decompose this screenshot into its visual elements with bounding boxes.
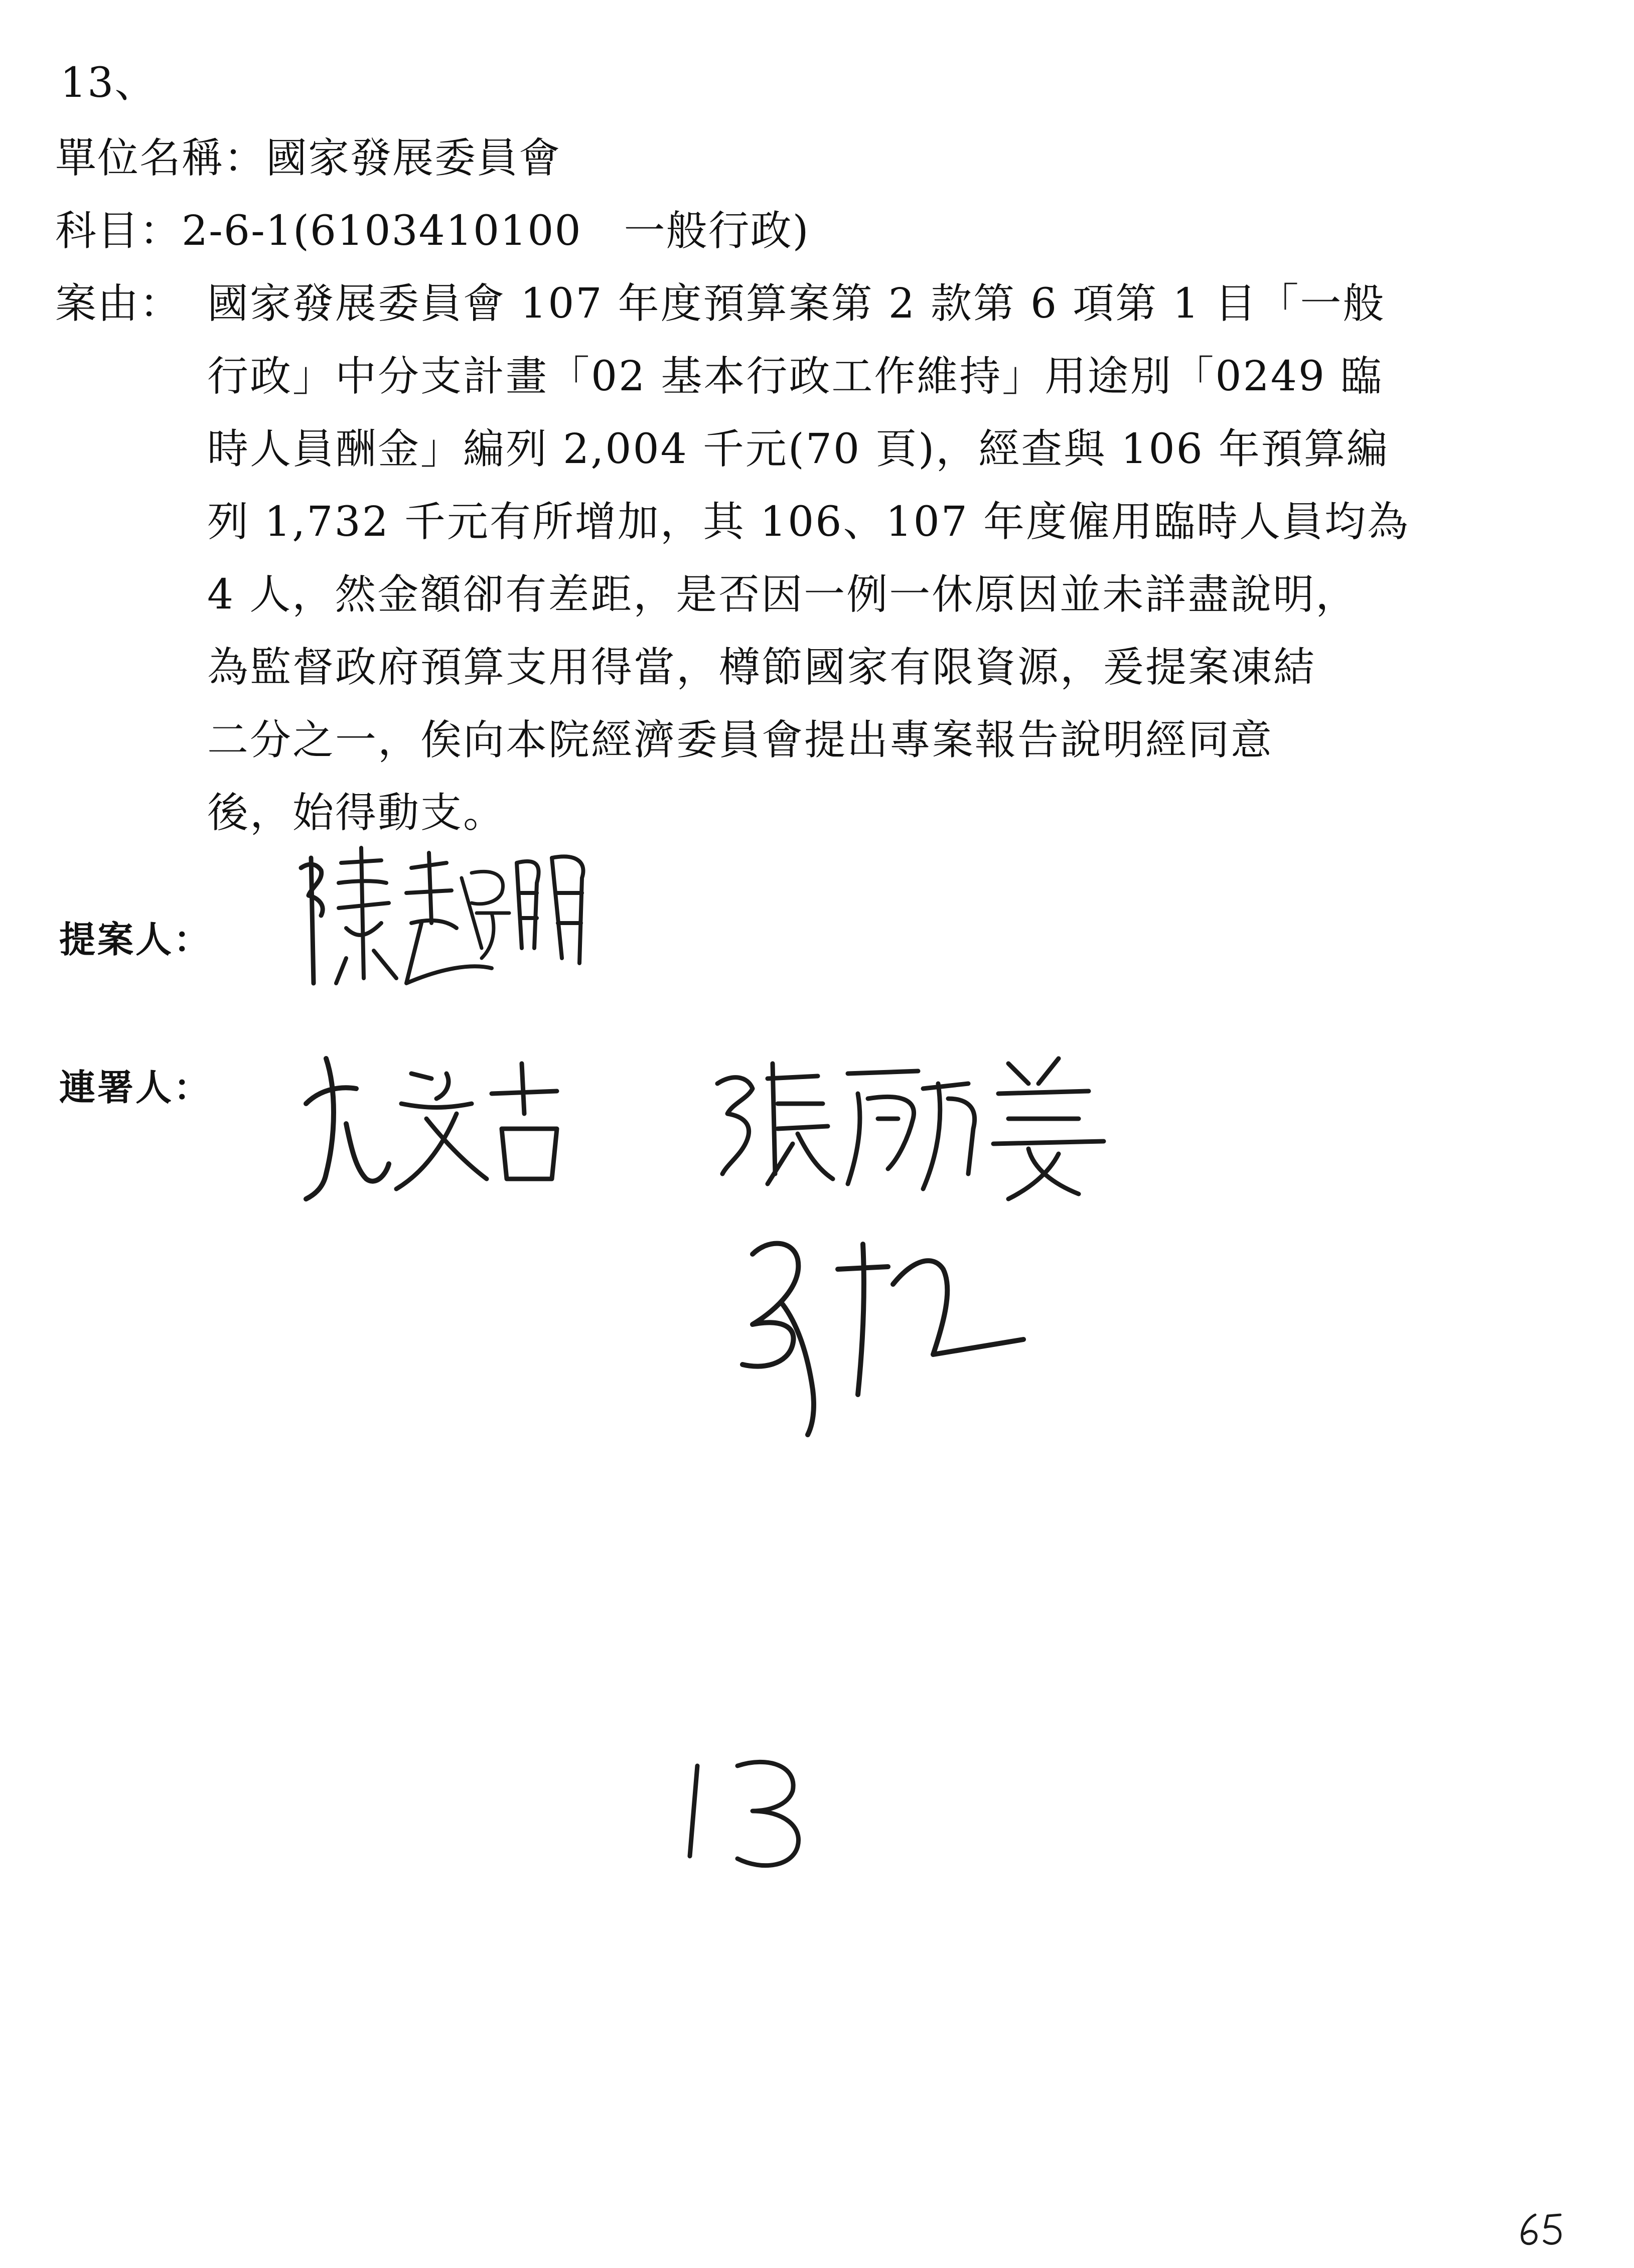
handwritten-number-13 bbox=[667, 1746, 828, 1876]
subject-value: 2-6-1(6103410100 一般行政) bbox=[182, 207, 810, 255]
case-line: 4 人，然金額卻有差距，是否因一例一休原因並未詳盡說明， bbox=[207, 571, 1359, 619]
case-line: 時人員酬金」編列 2,004 千元(70 頁)，經查與 106 年預算編 bbox=[207, 425, 1389, 473]
case-line: 後，始得動支。 bbox=[207, 789, 506, 837]
cosigners-label: 連署人： bbox=[59, 1067, 212, 1109]
unit-row bbox=[55, 134, 561, 182]
case-line: 列 1,732 千元有所增加，其 106、107 年度僱用臨時人員均為 bbox=[207, 498, 1410, 546]
case-line: 國家發展委員會 107 年度預算案第 2 款第 6 項第 1 目「一般 bbox=[207, 280, 1386, 328]
unit-label: 單位名稱： bbox=[55, 134, 266, 182]
cosigner-signature-2 bbox=[707, 1043, 1124, 1209]
case-body bbox=[207, 267, 1522, 849]
unit-value: 國家發展委員會 bbox=[266, 134, 561, 182]
proposer-signature bbox=[281, 833, 602, 998]
case-line: 行政」中分支計畫「02 基本行政工作維持」用途別「0249 臨 bbox=[207, 353, 1384, 400]
case-line: 二分之一，俟向本院經濟委員會提出專案報告說明經同意 bbox=[207, 716, 1274, 764]
case-label: 案由： bbox=[55, 280, 182, 328]
case-line: 為監督政府預算支用得當，樽節國家有限資源，爰提案凍結 bbox=[207, 644, 1316, 691]
item-number: 13、 bbox=[60, 59, 157, 107]
cosigner-signature-1 bbox=[296, 1043, 657, 1214]
page-number-65 bbox=[1515, 2210, 1570, 2250]
cosigner-signature-3 bbox=[722, 1224, 1044, 1445]
subject-label: 科目： bbox=[55, 207, 182, 255]
subject-row bbox=[55, 207, 810, 255]
proposer-label: 提案人： bbox=[59, 919, 212, 961]
